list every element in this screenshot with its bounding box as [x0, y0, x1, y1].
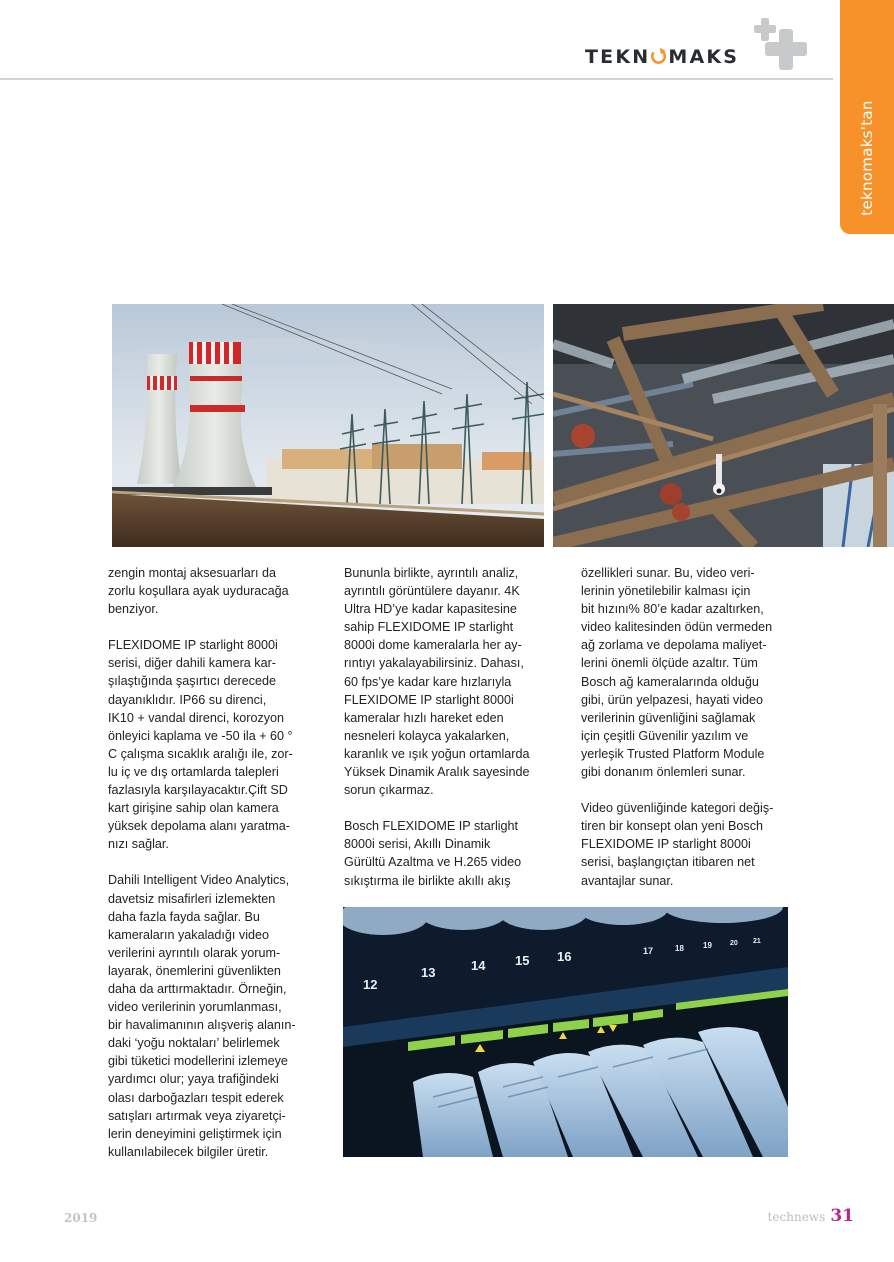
port-label: 16 [557, 949, 572, 964]
footer-year: 2019 [64, 1211, 98, 1225]
steel-structure-photo [553, 304, 894, 547]
page-number: 31 [830, 1206, 854, 1226]
logo-text-end: MAKS [668, 46, 740, 68]
footer-publication [768, 1206, 854, 1226]
port-label: 12 [363, 977, 378, 992]
section-tab-label: teknomaks'tan [858, 100, 876, 216]
port-label: 14 [471, 958, 486, 973]
header-divider [0, 78, 833, 80]
teknomaks-logo [585, 14, 817, 74]
paragraph: Video güvenliğinde kategori değiş- tiren bir konsept olan yeni Bosch FLEXIDOME IP starlight 8000i serisi, başlangıçtan itibaren net avantajlar sunar. [581, 801, 774, 888]
port-label: 20 [730, 940, 738, 947]
port-label: 21 [753, 938, 761, 945]
paragraph: zengin montaj aksesuarları da zorlu koşullara ayak uyduracağa benziyor. [108, 566, 289, 617]
article-column-2 [344, 564, 566, 908]
section-side-tab [840, 0, 894, 234]
refresh-arrow-icon [650, 47, 668, 65]
port-label: 17 [643, 946, 654, 956]
paragraph: Bununla birlikte, ayrıntılı analiz, ayrıntılı görüntülere dayanır. 4K Ultra HD’ye kadar kapasitesine sahip FLEXIDOME IP starlight 8000i dome kameralarla her ay- rıntıyı yakalayabilirsiniz. Dahası, 60 fps’ye kadar kare hızlarıyla FLEXIDOME IP starlight 8000i kameralar hızlı hareket eden nesneleri kolayca yakalarken, karanlık ve ışık yoğun ortamlarda Yüksek Dinamik Aralık sayesinde sorun çıkarmaz. [344, 566, 530, 798]
logo-text-start: TEKN [585, 46, 651, 68]
article-column-3 [581, 564, 806, 908]
network-switch-photo [343, 907, 788, 1157]
power-plant-photo [112, 304, 544, 547]
port-label: 13 [421, 965, 436, 980]
article-column-1 [108, 564, 330, 1179]
paragraph: FLEXIDOME IP starlight 8000i serisi, diğer dahili kamera kar- şılaştığında şaşırtıcı derecede dayanıklıdır. IP66 su direnci, IK10 + vandal direnci, korozyon önleyici kaplama ve -50 ila + 60 ° C çalışma sıcaklık aralığı ile, zor- lu iç ve dış ortamlarda talepleri fazlasıyla karşılayacaktır.Çift SD kart girişine sahip olan kamera yüksek depolama alanı yaratma- nızı sağlar. [108, 638, 293, 852]
publication-name: technews [767, 1210, 826, 1224]
paragraph: Bosch FLEXIDOME IP starlight 8000i serisi, Akıllı Dinamik Gürültü Azaltma ve H.265 video sıkıştırma ile birlikte akıllı akış [344, 819, 522, 888]
logo-wordmark [585, 46, 739, 68]
paragraph: özellikleri sunar. Bu, video veri- lerinin yönetilebilir kalması için bit hızını% 80’e kadar azaltırken, video kalitesinden ödün vermeden ağ zorlama ve depolama maliyet- lerini önemli ölçüde azaltır. Tüm Bosch ağ kameralarında olduğu gibi, ürün yelpazesi, hayati video verilerinin güvenliğini sağlamak için çeşitli Güvenilir yazılım ve yerleşik Trusted Platform Module gibi donanım önlemleri sunar. [581, 566, 773, 780]
port-label: 18 [675, 944, 684, 953]
paragraph: Dahili Intelligent Video Analytics, davetsiz misafirleri izlemekten daha fazla fayda sağlar. Bu kameraların yakaladığı video verilerini ayrıntılı olarak yorum- layarak, önemlerini güvenlikten daha da arttırmaktadır. Örneğin, video verilerinin yorumlanması, bir havalimanının alışveriş alanın- daki ‘yoğu noktaları’ belirlemek gibi tüketici modellerini izlemeye yardımcı olur; yaya trafiğindeki olası darboğazları tespit ederek satışları artırmak veya ziyaretçi- lerin deneyimini geliştirmek için kullanılabilecek bilgiler üretir. [108, 873, 296, 1159]
port-label: 19 [703, 941, 712, 950]
port-label: 15 [515, 953, 530, 968]
